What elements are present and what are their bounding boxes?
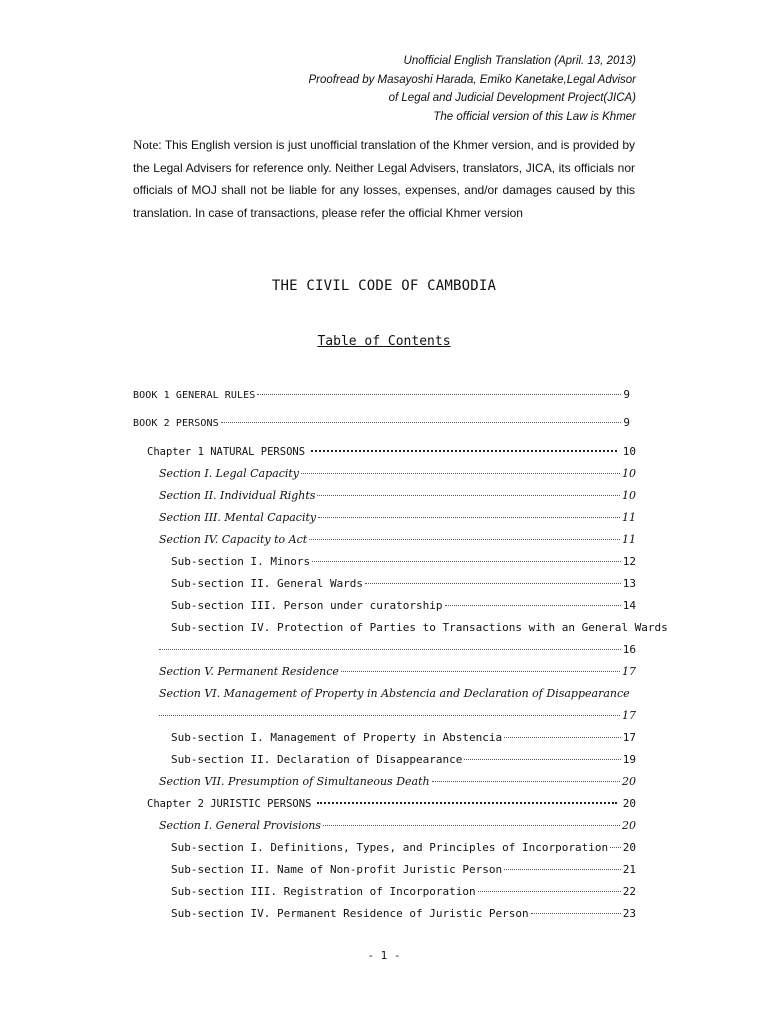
- dot-leader: [504, 869, 621, 870]
- dot-leader: [341, 671, 620, 672]
- toc-entry-title: Sub-section III. Person under curatorship: [171, 599, 443, 612]
- toc-entry-title: Chapter 2 JURISTIC PERSONS: [147, 798, 312, 810]
- toc-entry-page: 11: [622, 511, 636, 524]
- toc-entry-page: 13: [622, 577, 636, 590]
- toc-entry-section[interactable]: [159, 485, 636, 507]
- dot-leader: [317, 802, 616, 804]
- toc-entry-section[interactable]: [159, 815, 636, 837]
- toc-entry-page: 23: [622, 907, 636, 920]
- dot-leader: [531, 913, 621, 914]
- toc-entry-page: 14: [622, 599, 636, 612]
- toc-entry-subsection[interactable]: [171, 573, 636, 595]
- toc-entry-title: Section IV. Capacity to Act: [159, 533, 308, 546]
- toc-entry-title: Chapter 1 NATURAL PERSONS: [147, 446, 306, 458]
- toc-entry-subsection[interactable]: [171, 903, 636, 925]
- toc-entry-section[interactable]: [159, 683, 636, 705]
- toc-entry-page: 20: [622, 819, 636, 832]
- toc-entry-subsection[interactable]: [171, 617, 668, 639]
- toc-entry-page: 21: [622, 863, 636, 876]
- dot-leader: [318, 517, 620, 518]
- toc-entry-title: Section V. Permanent Residence: [159, 665, 339, 678]
- toc-entry-page: 20: [622, 797, 636, 810]
- dot-leader: [309, 539, 620, 540]
- toc-entry-page: 9: [623, 416, 630, 429]
- header-line: Unofficial English Translation (April. 13, 2013): [403, 55, 636, 67]
- toc-entry-page: 10: [622, 467, 636, 480]
- toc-entry-continuation[interactable]: [159, 639, 636, 661]
- toc-entry-chapter[interactable]: [147, 441, 636, 463]
- header-line: of Legal and Judicial Development Project(JICA): [388, 92, 636, 104]
- toc-entry-title: Sub-section III. Registration of Incorporation: [171, 885, 476, 898]
- dot-leader: [311, 450, 617, 452]
- page-number: - 1 -: [367, 949, 401, 962]
- dot-leader: [221, 422, 622, 423]
- toc-entry-page: 10: [622, 445, 636, 458]
- toc-entry-title: BOOK 2 PERSONS: [133, 418, 219, 429]
- document-title: THE CIVIL CODE OF CAMBODIA: [271, 278, 497, 294]
- dot-leader: [610, 847, 621, 848]
- note-label: Note: [133, 137, 159, 152]
- toc-entry-section[interactable]: [159, 661, 636, 683]
- toc-entry-section[interactable]: [159, 529, 636, 551]
- toc-entry-title: Sub-section I. Minors: [171, 555, 311, 568]
- toc-entry-title: Sub-section II. Name of Non-profit Juristic Person: [171, 863, 503, 876]
- toc-entry-section[interactable]: [159, 507, 636, 529]
- toc-entry-title: Sub-section II. General Wards: [171, 577, 364, 590]
- toc-entry-title: Section III. Mental Capacity: [159, 511, 317, 524]
- toc-entry-page: 22: [622, 885, 636, 898]
- toc-entry-subsection[interactable]: [171, 837, 636, 859]
- toc-entry-page: 16: [622, 643, 636, 656]
- dot-leader: [365, 583, 621, 584]
- toc-entry-page: 9: [623, 388, 630, 401]
- toc-entry-title: Sub-section IV. Protection of Parties to Transactions with an General Wards: [171, 621, 668, 634]
- toc-heading: Table of Contents: [317, 334, 451, 349]
- dot-leader: [317, 495, 620, 496]
- toc-entry-page: 10: [622, 489, 636, 502]
- toc-entry-subsection[interactable]: [171, 749, 636, 771]
- toc-entry-title: Section VII. Presumption of Simultaneous Death: [159, 775, 430, 788]
- dot-leader: [301, 473, 620, 474]
- toc-entry-page: 12: [622, 555, 636, 568]
- header-line: Proofread by Masayoshi Harada, Emiko Kanetake,Legal Advisor: [308, 73, 636, 86]
- toc-entry-page: 20: [622, 841, 636, 854]
- toc-entry-page: 19: [622, 753, 636, 766]
- toc-entry-page: 11: [622, 533, 636, 546]
- toc-entry-continuation[interactable]: [159, 705, 636, 727]
- translation-header: [309, 52, 637, 126]
- toc-entry-page: 20: [622, 775, 636, 788]
- toc-entry-subsection[interactable]: [171, 859, 636, 881]
- toc-entry-title: Section I. Legal Capacity: [159, 467, 300, 480]
- toc-entry-subsection[interactable]: [171, 551, 636, 573]
- disclaimer-note: [133, 134, 635, 224]
- toc-entry-section[interactable]: [159, 771, 636, 793]
- toc-entry-subsection[interactable]: [171, 595, 636, 617]
- toc-entry-subsection[interactable]: [171, 727, 636, 749]
- toc-entry-book[interactable]: [133, 384, 630, 406]
- toc-entry-page: 17: [622, 665, 636, 678]
- toc-entry-title: Sub-section IV. Permanent Residence of Juristic Person: [171, 907, 529, 920]
- toc-entry-title: Sub-section I. Management of Property in Abstencia: [171, 731, 503, 744]
- toc-entry-title: Sub-section II. Declaration of Disappearance: [171, 753, 463, 766]
- toc-entry-subsection[interactable]: [171, 881, 636, 903]
- dot-leader: [323, 825, 620, 826]
- toc-entry-chapter[interactable]: [147, 793, 636, 815]
- toc-entry-section[interactable]: [159, 463, 636, 485]
- toc-entry-page: 17: [622, 709, 636, 722]
- header-line: The official version of this Law is Khmer: [433, 110, 636, 123]
- dot-leader: [464, 759, 620, 760]
- dot-leader: [159, 715, 620, 716]
- toc-entry-page: 17: [622, 731, 636, 744]
- dot-leader: [257, 394, 621, 395]
- dot-leader: [159, 649, 621, 650]
- toc-entry-book[interactable]: [133, 412, 630, 434]
- dot-leader: [504, 737, 621, 738]
- toc-entry-title: Sub-section I. Definitions, Types, and Principles of Incorporation: [171, 841, 609, 854]
- toc-entry-title: Section II. Individual Rights: [159, 489, 316, 502]
- dot-leader: [312, 561, 621, 562]
- toc-entry-title: Section I. General Provisions: [159, 819, 321, 832]
- dot-leader: [478, 891, 621, 892]
- note-text: : This English version is just unofficial translation of the Khmer version, and is provided by the Legal Advisers for reference only. Neither Legal Advisers, translators, JICA, its officials nor officials of MOJ shall not be liable for any losses, expenses, and/or damages caused by this translation. In case of transactions, please refer the official Khmer version: [133, 138, 635, 220]
- toc-entry-title: Section VI. Management of Property in Abstencia and Declaration of Disappearance: [159, 687, 630, 700]
- dot-leader: [445, 605, 621, 606]
- dot-leader: [432, 781, 620, 782]
- toc-entry-title: BOOK 1 GENERAL RULES: [133, 390, 256, 401]
